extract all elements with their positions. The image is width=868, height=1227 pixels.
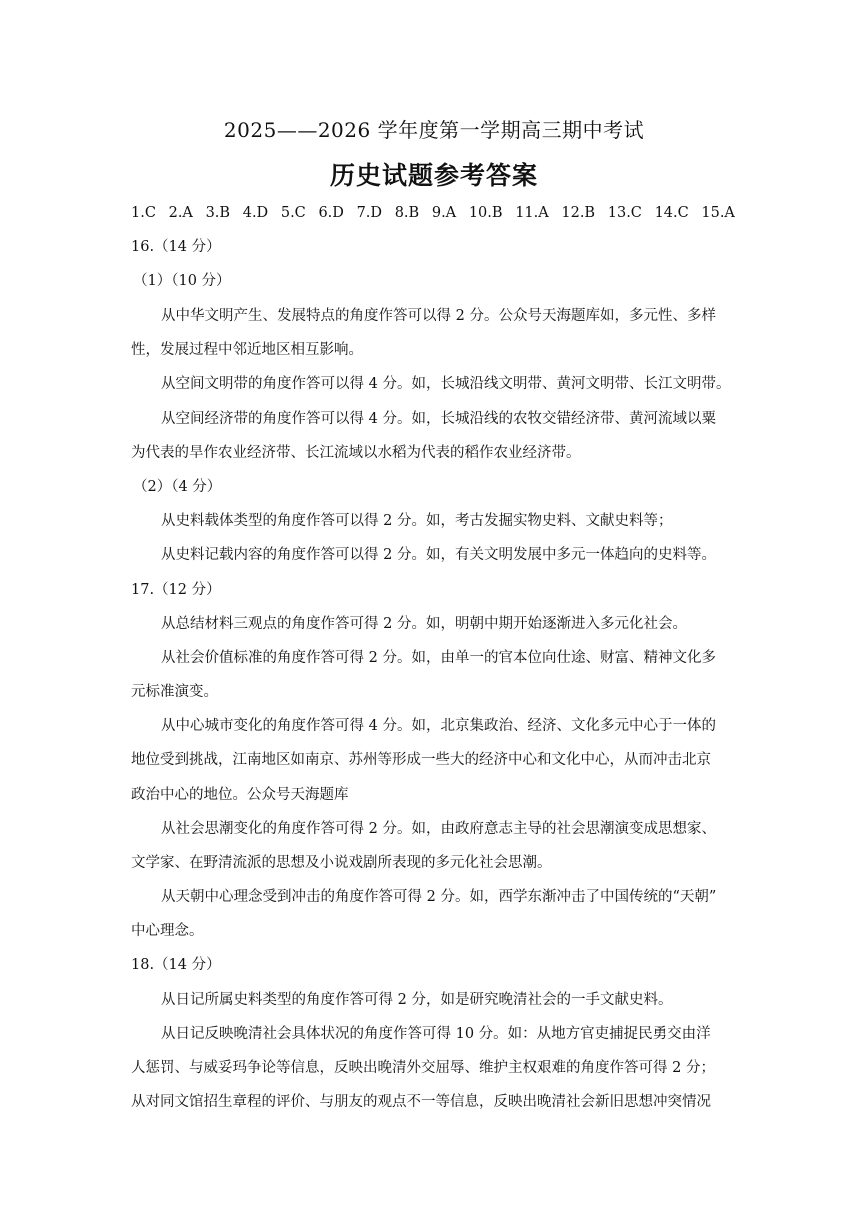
answer-paragraph-line: 从总结材料三观点的角度作答可得 2 分。如，明朝中期开始逐渐进入多元化社会。	[161, 616, 687, 632]
question-18-heading: 18.（14 分）	[131, 957, 221, 973]
choice-answer: 15.A	[701, 205, 735, 221]
answer-paragraph-line: 从社会思潮变化的角度作答可得 2 分。如，由政府意志主导的社会思潮演变成思想家、	[161, 821, 716, 837]
answer-paragraph-line: 元标准演变。	[131, 684, 218, 700]
choice-answer: 13.C	[607, 205, 642, 221]
answer-paragraph-line: 从日记反映晚清社会具体状况的角度作答可得 10 分。如：从地方官吏捕捉民勇交由洋	[161, 1026, 711, 1042]
answer-paragraph-line: 从空间文明带的角度作答可以得 4 分。如，长城沿线文明带、黄河文明带、长江文明带。	[161, 376, 731, 392]
choice-answer: 14.C	[654, 205, 689, 221]
answer-paragraph-line: 中心理念。	[131, 923, 204, 939]
question-16-heading: 16.（14 分）	[131, 239, 221, 255]
choice-answer: 11.A	[515, 205, 549, 221]
choice-answer: 2.A	[168, 205, 193, 221]
choice-answer: 6.D	[318, 205, 344, 221]
choice-answer: 1.C	[131, 205, 156, 221]
choice-answer: 7.D	[356, 205, 383, 221]
question-17-heading: 17.（12 分）	[131, 582, 221, 598]
answer-paragraph-line: 政治中心的地位。公众号天海题库	[131, 787, 349, 803]
answer-paragraph-line: 从日记所属史料类型的角度作答可得 2 分，如是研究晚清社会的一手文献史料。	[161, 992, 673, 1008]
answer-paragraph-line: 从史料载体类型的角度作答可以得 2 分。如，考古发掘实物史料、文献史料等；	[161, 513, 673, 529]
question-16-part-2-heading: （2）（4 分）	[133, 479, 222, 495]
answer-paragraph-line: 从中心城市变化的角度作答可得 4 分。如，北京集政治、经济、文化多元中心于一体的	[161, 718, 716, 734]
answer-paragraph-line: 从对同文馆招生章程的评价、与朋友的观点不一等信息，反映出晚清社会新旧思想冲突情况	[131, 1094, 711, 1110]
choice-answer: 4.D	[242, 205, 269, 221]
choice-answers-row	[131, 203, 735, 223]
answer-paragraph-line: 从天朝中心理念受到冲击的角度作答可得 2 分。如，西学东渐冲击了中国传统的“天朝”	[161, 889, 717, 905]
choice-answer: 3.B	[205, 205, 231, 221]
choice-answer: 5.C	[280, 205, 306, 221]
answer-paragraph-line: 性，发展过程中邻近地区相互影响。	[131, 342, 363, 358]
answer-paragraph-line: 从空间经济带的角度作答可以得 4 分。如，长城沿线的农牧交错经济带、黄河流域以粟	[161, 411, 716, 427]
answer-paragraph-line: 人惩罚、与威妥玛争论等信息，反映出晚清外交屈辱、维护主权艰难的角度作答可得 2 分；	[131, 1060, 715, 1076]
exam-title: 2025——2026 学年度第一学期高三期中考试	[223, 118, 645, 142]
question-16-part-1-heading: （1）（10 分）	[133, 273, 231, 289]
choice-answer: 8.B	[394, 205, 420, 221]
choice-answer: 10.B	[468, 205, 503, 221]
answer-paragraph-line: 从社会价值标准的角度作答可得 2 分。如，由单一的官本位向仕途、财富、精神文化多	[161, 650, 716, 666]
answer-paragraph-line: 为代表的旱作农业经济带、长江流域以水稻为代表的稻作农业经济带。	[131, 445, 581, 461]
answer-paragraph-line: 地位受到挑战，江南地区如南京、苏州等形成一些大的经济中心和文化中心，从而冲击北京	[131, 752, 711, 768]
choice-answer: 9.A	[431, 205, 457, 221]
answer-paragraph-line: 从史料记载内容的角度作答可以得 2 分。如，有关文明发展中多元一体趋向的史料等。	[161, 547, 716, 563]
choice-answer: 12.B	[561, 205, 596, 221]
answer-key-title: 历史试题参考答案	[329, 161, 538, 190]
answer-paragraph-line: 从中华文明产生、发展特点的角度作答可以得 2 分。公众号天海题库如，多元性、多样	[161, 308, 716, 324]
answer-paragraph-line: 文学家、在野清流派的思想及小说戏剧所表现的多元化社会思潮。	[131, 855, 552, 871]
